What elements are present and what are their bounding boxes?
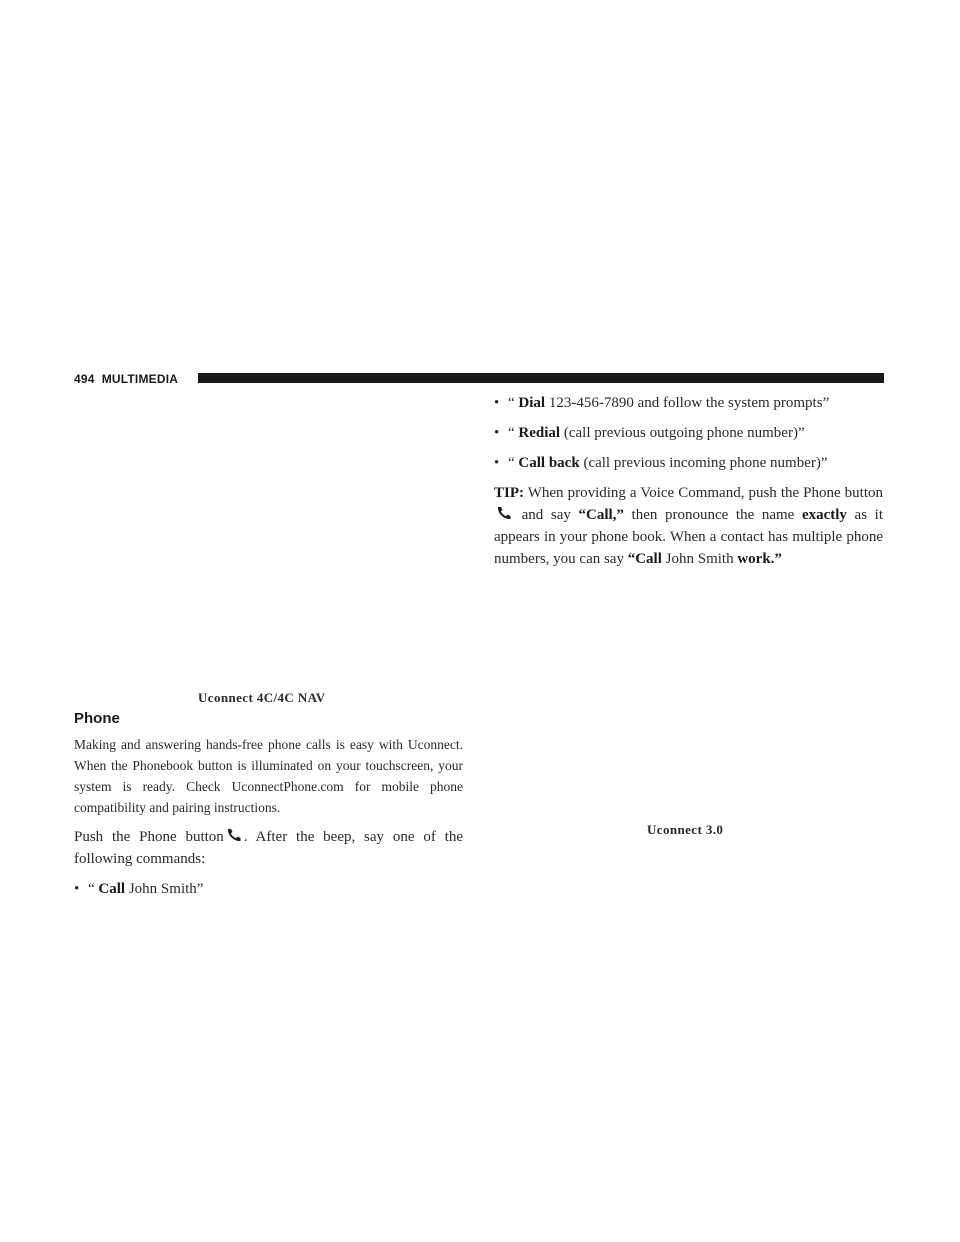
tip-label: TIP:	[494, 485, 524, 501]
push-text-before: Push the Phone button	[74, 829, 224, 845]
command-item: • “ Call back (call previous incoming phone number)”	[494, 455, 828, 471]
phone-handset-icon	[496, 506, 512, 520]
header-rule	[198, 373, 884, 383]
command-keyword: Call	[98, 881, 126, 897]
figure-caption-uconnect-4c: Uconnect 4C/4C NAV	[198, 690, 326, 705]
push-instruction	[74, 826, 463, 870]
page-header	[74, 372, 884, 386]
phone-handset-icon	[226, 828, 242, 842]
intro-paragraph: Making and answering hands-free phone calls is easy with Uconnect. When the Phonebook button is illuminated on your touchscreen, your system is ready. Check UconnectPhone.com for mobile phone compatibility and pairing instructions.	[74, 737, 463, 815]
left-column	[74, 734, 463, 908]
push-text-after: . After the beep, say one of the following commands:	[74, 829, 463, 867]
page-number: 494	[74, 372, 95, 386]
section-heading-phone: Phone	[74, 710, 120, 727]
command-keyword: Dial	[518, 395, 546, 411]
header-label	[74, 372, 178, 386]
command-keyword: Redial	[518, 425, 561, 441]
command-item: • “ Call John Smith”	[74, 881, 204, 897]
command-keyword: Call back	[518, 455, 580, 471]
command-item: • “ Dial 123-456-7890 and follow the system prompts”	[494, 395, 830, 411]
right-column	[494, 392, 883, 570]
command-item: • “ Redial (call previous outgoing phone number)”	[494, 425, 805, 441]
tip-paragraph: TIP: When providing a Voice Command, push the Phone button and say “Call,” then pronounce the name exactly as it appears in your phone book. When a contact has multiple phone numbers, you can say “Call John Smith work.”	[494, 485, 883, 567]
figure-caption-uconnect-3: Uconnect 3.0	[647, 822, 724, 837]
section-title: MULTIMEDIA	[101, 372, 179, 386]
